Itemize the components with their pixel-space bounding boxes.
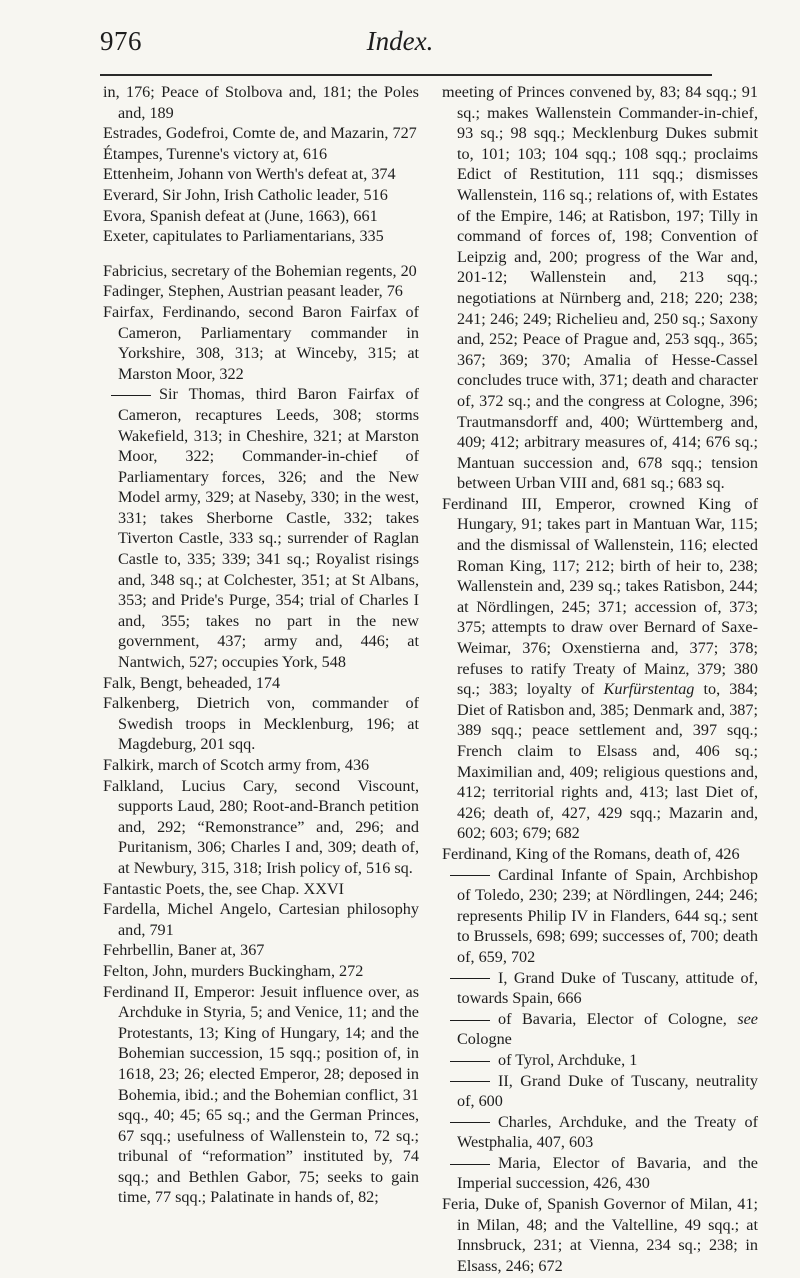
entry-text: to, 384; Diet of Ratisbon and, 385; Denmark and, 387; 389 sqq.; peace settlement and, 397 sqq.; French claim to Elsass and, 406 sq.; Maximilian and, 409; religious questions and, 412; territorial rights and, 413; last Diet of, 426; death of, 427, 429 sqq.; Mazarin and, 602; 603; 679; 682 xyxy=(457,680,758,843)
subentry-text: of Tyrol, Archduke, 1 xyxy=(498,1050,638,1069)
subentry-text: of Bavaria, Elector of Cologne, xyxy=(498,1009,738,1028)
index-entry: Falkirk, march of Scotch army from, 436 xyxy=(103,756,370,774)
subentry-text: Maria, Elector of Bavaria, and the Imperial succession, 426, 430 xyxy=(457,1153,758,1193)
index-entry: Feria, Duke of, Spanish Governor of Milan, 41; in Milan, 48; and the Valtelline, 49 sqq.; at Innsbruck, 231; at Vienna, 234 sq.; 238; in Elsass, 246; 672 xyxy=(442,1195,758,1275)
subentry-text: Sir Thomas, third Baron Fairfax of Cameron, recaptures Leeds, 308; storms Wakefield, 313; in Cheshire, 321; at Marston Moor, 322; Commander-in-chief of Parliamentary forces, 326; and the New Model army, 329; at Naseby, 330; in the west, 331; takes Sherborne Castle, 332; takes Tiverton Castle, 333 sq.; surrender of Raglan Castle to, 335; 339; 341 sq.; Royalist risings and, 348 sq.; at Colchester, 351; at St Albans, 353; and Pride's Purge, 354; trial of Charles I and, 355; takes no part in the new government, 437; army and, 446; at Nantwich, 527; occupies York, 548 xyxy=(118,385,419,672)
index-subentry xyxy=(442,1050,758,1071)
subentry-text: II, Grand Duke of Tuscany, neutrality of, 600 xyxy=(457,1071,758,1111)
ditto-dash xyxy=(450,1061,490,1062)
index-entry: Fardella, Michel Angelo, Cartesian philosophy and, 791 xyxy=(103,900,419,939)
left-index-column xyxy=(103,82,419,1208)
index-entry: Exeter, capitulates to Parliamentarians, 335 xyxy=(103,227,384,246)
index-entry: Evora, Spanish defeat at (June, 1663), 661 xyxy=(103,206,378,225)
index-entry: Felton, John, murders Buckingham, 272 xyxy=(103,961,364,980)
ditto-dash xyxy=(450,1081,490,1082)
header-rule xyxy=(100,74,712,76)
index-subentry xyxy=(442,1071,758,1112)
index-entry: Fehrbellin, Baner at, 367 xyxy=(103,941,265,960)
running-title: Index. xyxy=(366,26,434,56)
index-subentry xyxy=(442,865,758,968)
ditto-dash xyxy=(450,1164,490,1165)
index-subentry xyxy=(442,1009,758,1050)
subentry-text: I, Grand Duke of Tuscany, attitude of, towards Spain, 666 xyxy=(457,968,758,1008)
right-index-column xyxy=(442,82,758,1276)
index-entry: Estrades, Godefroi, Comte de, and Mazarin, 727 xyxy=(103,124,417,143)
ditto-dash xyxy=(450,1122,490,1123)
index-subentry xyxy=(103,384,419,672)
ditto-dash xyxy=(111,395,151,396)
index-entry: meeting of Princes convened by, 83; 84 sqq.; 91 sq.; makes Wallenstein Commander-in-chief, 93 sq.; 98 sqq.; Mecklenburg Dukes submit to, 101; 103; 104 sqq.; 108 sqq.; proclaims Edict of Restitution, 111 sqq.; dismisses Wallenstein, 116 sq.; relations of, with Estates of the Empire, 146; at Ratisbon, 197; Tilly in command of forces of, 198; Convention of Leipzig and, 200; progress of the War and, 201-12; Wallenstein and, 213 sqq.; negotiations at Nürnberg and, 218; 220; 238; 241; 246; 249; Richelieu and, 250 sq.; Saxony and, 252; Peace of Prague and, 253 sqq., 365; 367; 369; 370; Amalia of Hesse-Cassel concludes truce with, 371; death and character of, 372 sq.; and the congress at Cologne, 396; Trautmansdorff and, 400; Württemberg and, 409; 412; arbitrary measures of, 414; 676 sq.; Mantuan succession and, 678 sqq.; tension between Urban VIII and, 681 sq.; 683 sq. xyxy=(442,83,758,493)
index-subentry xyxy=(442,1153,758,1194)
ditto-dash xyxy=(450,1020,490,1021)
subentry-text: Cologne xyxy=(457,1030,512,1049)
index-entry: Fadinger, Stephen, Austrian peasant leader, 76 xyxy=(103,282,403,301)
index-entry xyxy=(442,494,758,844)
index-entry: Fairfax, Ferdinando, second Baron Fairfax of Cameron, Parliamentary commander in Yorkshire, 308, 313; at Winceby, 315; at Marston Moor, 322 xyxy=(103,302,419,383)
subentry-text: Cardinal Infante of Spain, Archbishop of Toledo, 230; 239; at Nördlingen, 244; 246; represents Philip IV in Flanders, 644 sq.; sent to Brussels, 698; 699; successes of, 700; death of, 659, 702 xyxy=(457,865,758,966)
index-entry: Falk, Bengt, beheaded, 174 xyxy=(103,673,281,692)
index-entry: Falkenberg, Dietrich von, commander of Swedish troops in Mecklenburg, 196; at Magdeburg, 201 sqq. xyxy=(103,694,419,754)
index-entry: Ferdinand II, Emperor: Jesuit influence over, as Archduke in Styria, 5; and Venice, 11; and the Protestants, 13; King of Hungary, 14; and the Bohemian succession, 15 sqq.; position of, in 1618, 23; 26; elected Emperor, 28; deposed in Bohemia, ibid.; and the Bohemian conflict, 31 sqq., 40; 45; 65 sq.; and the German Princes, 67 sqq.; usefulness of Wallenstein to, 72 sq.; tribunal of “reformation” instituted by, 74 sqq.; and Bethlen Gabor, 75; seeks to gain time, 77 sqq.; Palatinate in hands of, 82; xyxy=(103,982,419,1207)
index-subentry xyxy=(442,1112,758,1153)
index-entry: Ettenheim, Johann von Werth's defeat at, 374 xyxy=(103,165,396,184)
index-entry: Everard, Sir John, Irish Catholic leader, 516 xyxy=(103,185,388,204)
index-entry: Falkland, Lucius Cary, second Viscount, supports Laud, 280; Root-and-Branch petition and, 292; “Remonstrance” and, 296; and Puritanism, 306; Charles I and, 309; death of, at Newbury, 315, 318; Irish policy of, 516 sq. xyxy=(103,776,419,877)
ditto-dash xyxy=(450,875,490,876)
index-entry: in, 176; Peace of Stolbova and, 181; the Poles and, 189 xyxy=(103,83,419,122)
italic-term: Kurfürstentag xyxy=(603,680,695,699)
index-entry: Étampes, Turenne's victory at, 616 xyxy=(103,144,328,163)
subentry-text: Charles, Archduke, and the Treaty of Westphalia, 407, 603 xyxy=(457,1112,758,1152)
entry-text: Ferdinand III, Emperor, crowned King of Hungary, 91; takes part in Mantuan War, 115; and the dismissal of Wallenstein, 116; elected Roman King, 117; 212; birth of heir to, 238; Wallenstein and, 239 sq.; takes Ratisbon, 244; at Nördlingen, 245; 371; accession of, 373; 375; attempts to draw over Bernard of Saxe-Weimar, 376; Oxenstierna and, 377; 378; refuses to ratify Treaty of Mainz, 379; 380 sq.; 383; loyalty of xyxy=(442,494,758,699)
ditto-dash xyxy=(450,978,490,979)
index-entry: Fabricius, secretary of the Bohemian regents, 20 xyxy=(103,261,417,280)
see-reference: see xyxy=(737,1009,758,1028)
page-number: 976 xyxy=(100,26,142,56)
letter-group-gap xyxy=(103,247,419,261)
index-entry: Ferdinand, King of the Romans, death of, 426 xyxy=(442,844,740,863)
index-subentry xyxy=(442,968,758,1009)
index-entry: Fantastic Poets, the, see Chap. XXVI xyxy=(103,879,344,898)
